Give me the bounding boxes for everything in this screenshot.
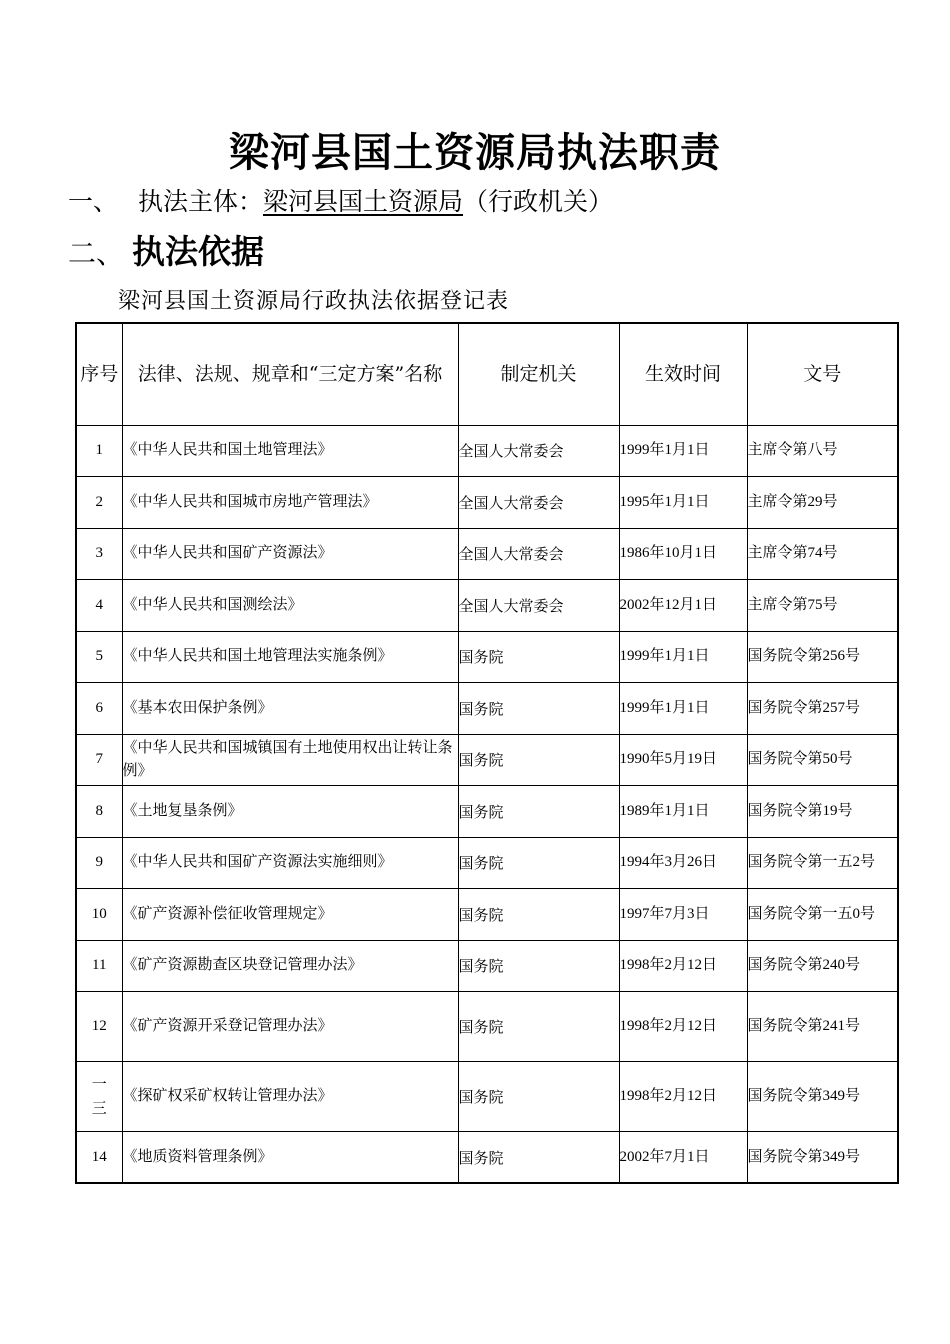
cell-document-number: 国务院令第241号: [747, 992, 898, 1062]
cell-effective-date: 1998年2月12日: [619, 1062, 747, 1132]
cell-effective-date: 1999年1月1日: [619, 631, 747, 683]
cell-regulation-name: 《中华人民共和国城市房地产管理法》: [122, 477, 458, 529]
table-row: [76, 528, 898, 580]
cell-enacting-authority: 国务院: [458, 734, 619, 786]
cell-serial-number: 10: [76, 889, 122, 941]
cell-effective-date: 1990年5月19日: [619, 734, 747, 786]
cell-serial-number: 11: [76, 940, 122, 992]
header-effective-date: 生效时间: [619, 323, 747, 425]
cell-enacting-authority: 国务院: [458, 786, 619, 838]
cell-document-number: 主席令第75号: [747, 580, 898, 632]
cell-enacting-authority: 国务院: [458, 1062, 619, 1132]
enforcement-subject-name: 梁河县国土资源局: [263, 187, 464, 216]
cell-enacting-authority: 国务院: [458, 940, 619, 992]
cell-effective-date: 1999年1月1日: [619, 425, 747, 477]
table-row: [76, 786, 898, 838]
header-serial-number: 序号: [76, 323, 122, 425]
cell-document-number: 国务院令第一五0号: [747, 889, 898, 941]
cell-regulation-name: 《中华人民共和国测绘法》: [122, 580, 458, 632]
cell-enacting-authority: 国务院: [458, 631, 619, 683]
table-row: [76, 477, 898, 529]
cell-document-number: 国务院令第50号: [747, 734, 898, 786]
section-enforcement-subject: [68, 184, 613, 220]
cell-document-number: 国务院令第257号: [747, 683, 898, 735]
table-row: [76, 1132, 898, 1184]
cell-enacting-authority: 全国人大常委会: [458, 580, 619, 632]
cell-serial-number: 9: [76, 837, 122, 889]
cell-document-number: 国务院令第349号: [747, 1132, 898, 1184]
table-row: [76, 734, 898, 786]
table-row: [76, 837, 898, 889]
cell-serial-number: 5: [76, 631, 122, 683]
cell-regulation-name: 《土地复垦条例》: [122, 786, 458, 838]
subject-note: （行政机关）: [463, 187, 614, 216]
cell-effective-date: 2002年7月1日: [619, 1132, 747, 1184]
cell-effective-date: 2002年12月1日: [619, 580, 747, 632]
cell-effective-date: 1998年2月12日: [619, 992, 747, 1062]
cell-regulation-name: 《中华人民共和国土地管理法》: [122, 425, 458, 477]
cell-serial-number: 1: [76, 425, 122, 477]
page-title: 梁河县国土资源局执法职责: [229, 129, 721, 176]
section-enforcement-basis: [68, 230, 264, 276]
section-number: 二、: [68, 237, 125, 270]
cell-serial-number: 4: [76, 580, 122, 632]
cell-document-number: 主席令第29号: [747, 477, 898, 529]
cell-document-number: 主席令第74号: [747, 528, 898, 580]
table-row: [76, 1062, 898, 1132]
cell-effective-date: 1998年2月12日: [619, 940, 747, 992]
cell-regulation-name: 《地质资料管理条例》: [122, 1132, 458, 1184]
enforcement-basis-table: [75, 322, 899, 1184]
cell-regulation-name: 《中华人民共和国矿产资源法》: [122, 528, 458, 580]
table-row: [76, 631, 898, 683]
cell-regulation-name: 《矿产资源开采登记管理办法》: [122, 992, 458, 1062]
table-row: [76, 580, 898, 632]
header-enacting-authority: 制定机关: [458, 323, 619, 425]
cell-enacting-authority: 全国人大常委会: [458, 528, 619, 580]
cell-serial-number: 2: [76, 477, 122, 529]
section-number: 一、: [68, 187, 119, 216]
table-row: [76, 683, 898, 735]
cell-document-number: 国务院令第349号: [747, 1062, 898, 1132]
cell-enacting-authority: 国务院: [458, 837, 619, 889]
cell-regulation-name: 《矿产资源补偿征收管理规定》: [122, 889, 458, 941]
cell-enacting-authority: 全国人大常委会: [458, 425, 619, 477]
cell-serial-number: 12: [76, 992, 122, 1062]
table-row: [76, 992, 898, 1062]
section-heading: 执法依据: [132, 232, 264, 271]
cell-regulation-name: 《探矿权采矿权转让管理办法》: [122, 1062, 458, 1132]
cell-effective-date: 1986年10月1日: [619, 528, 747, 580]
cell-enacting-authority: 国务院: [458, 992, 619, 1062]
section-label: 执法主体：: [138, 187, 264, 216]
table-header-row: [76, 323, 898, 425]
cell-serial-number: 7: [76, 734, 122, 786]
cell-serial-number: 6: [76, 683, 122, 735]
table-row: [76, 889, 898, 941]
table-caption: 梁河县国土资源局行政执法依据登记表: [118, 289, 510, 314]
cell-regulation-name: 《矿产资源勘查区块登记管理办法》: [122, 940, 458, 992]
cell-document-number: 主席令第八号: [747, 425, 898, 477]
cell-regulation-name: 《中华人民共和国城镇国有土地使用权出让转让条例》: [122, 734, 458, 786]
header-regulation-name: 法律、法规、规章和“三定方案”名称: [122, 323, 458, 425]
cell-enacting-authority: 国务院: [458, 889, 619, 941]
cell-effective-date: 1989年1月1日: [619, 786, 747, 838]
cell-document-number: 国务院令第19号: [747, 786, 898, 838]
table-row: [76, 940, 898, 992]
cell-effective-date: 1997年7月3日: [619, 889, 747, 941]
cell-effective-date: 1999年1月1日: [619, 683, 747, 735]
cell-document-number: 国务院令第240号: [747, 940, 898, 992]
cell-regulation-name: 《中华人民共和国土地管理法实施条例》: [122, 631, 458, 683]
cell-regulation-name: 《基本农田保护条例》: [122, 683, 458, 735]
cell-serial-number: 14: [76, 1132, 122, 1184]
cell-regulation-name: 《中华人民共和国矿产资源法实施细则》: [122, 837, 458, 889]
header-document-number: 文号: [747, 323, 898, 425]
cell-serial-number: 8: [76, 786, 122, 838]
cell-effective-date: 1995年1月1日: [619, 477, 747, 529]
cell-document-number: 国务院令第256号: [747, 631, 898, 683]
cell-document-number: 国务院令第一五2号: [747, 837, 898, 889]
cell-serial-number: 3: [76, 528, 122, 580]
cell-enacting-authority: 国务院: [458, 1132, 619, 1184]
table-row: [76, 425, 898, 477]
cell-enacting-authority: 全国人大常委会: [458, 477, 619, 529]
cell-serial-number: 一三: [76, 1062, 122, 1132]
cell-effective-date: 1994年3月26日: [619, 837, 747, 889]
cell-enacting-authority: 国务院: [458, 683, 619, 735]
